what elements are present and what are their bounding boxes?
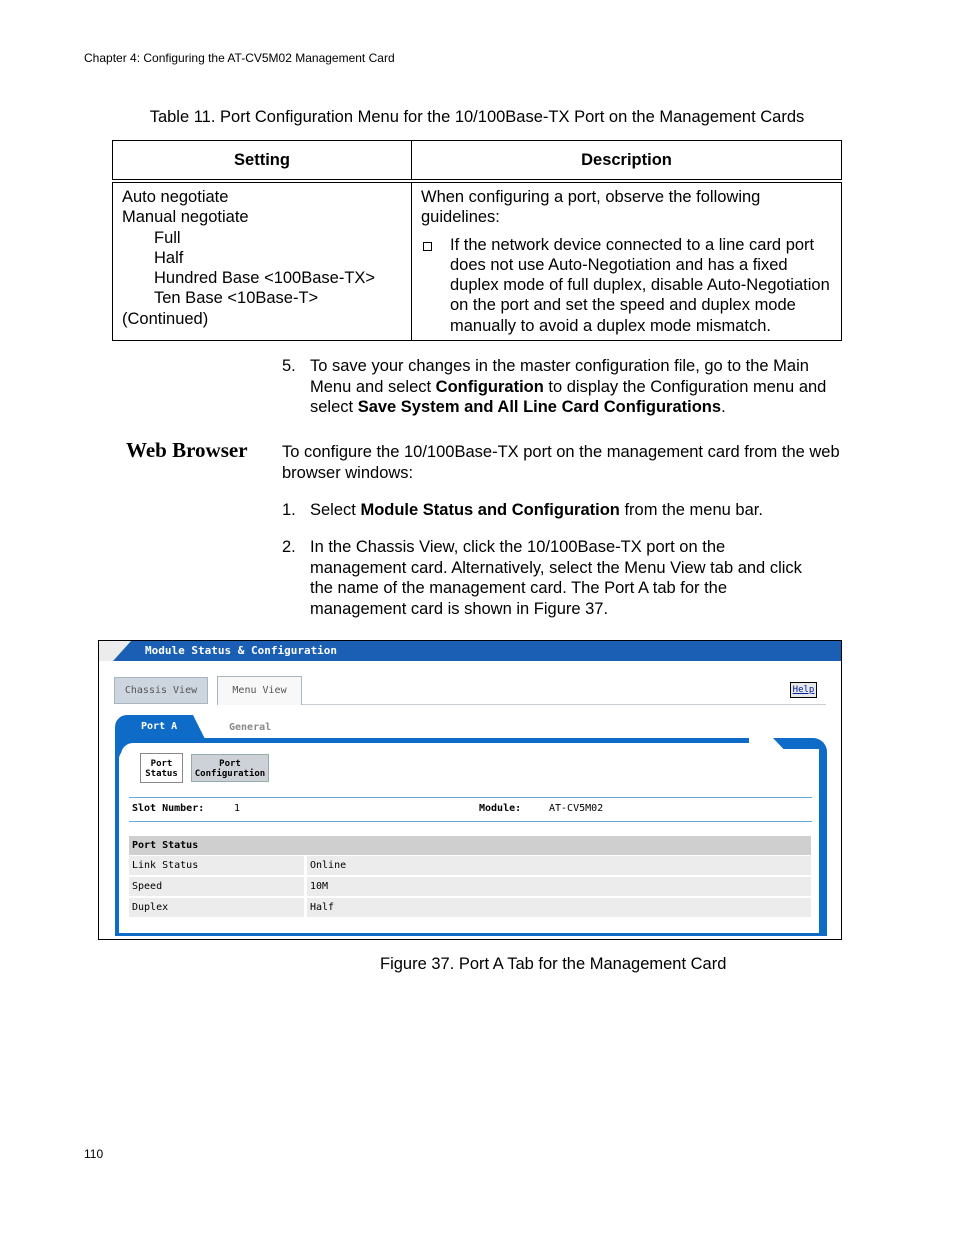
step-text: In the Chassis View, click the 10/100Base-TX port on the management card. Alternatively, select the Menu View tab and click the name of the management card. The Port A tab for the management card is shown in Figure 37. bbox=[310, 538, 802, 618]
section-heading: Web Browser bbox=[126, 438, 248, 462]
slot-label: Slot Number: bbox=[132, 803, 205, 814]
port-status-label-1: Port bbox=[150, 759, 173, 769]
description-bullet bbox=[421, 235, 832, 336]
module-value: AT-CV5M02 bbox=[549, 803, 604, 814]
banner-title: Module Status & Configuration bbox=[145, 644, 338, 657]
duplex-value: Half bbox=[307, 898, 811, 917]
settings-cell bbox=[113, 181, 412, 341]
duplex-label: Duplex bbox=[129, 898, 304, 917]
port-a-tab-label[interactable]: Port A bbox=[141, 721, 178, 732]
description-cell bbox=[412, 181, 842, 341]
module-label: Module: bbox=[479, 803, 522, 814]
step-5 bbox=[282, 356, 842, 418]
step-text: To save your changes in the master configuration file, go to the Main Menu and select Configuration to display the Configuration menu and select Save System and All Line Card Configurations. bbox=[310, 357, 827, 416]
setting-item: Ten Base <10Base-T> bbox=[154, 289, 319, 308]
step-number: 2. bbox=[282, 538, 296, 556]
figure-caption: Figure 37. Port A Tab for the Management Card bbox=[380, 955, 727, 973]
table-header-setting: Setting bbox=[113, 141, 412, 182]
table-header-description: Description bbox=[412, 141, 842, 182]
setting-item: Manual negotiate bbox=[122, 208, 249, 227]
speed-value: 10M bbox=[307, 877, 811, 896]
link-status-value: Online bbox=[307, 856, 811, 875]
table-caption: Table 11. Port Configuration Menu for the 10/100Base-TX Port on the Management Cards bbox=[149, 108, 805, 126]
port-status-label-2: Status bbox=[145, 769, 178, 779]
port-status-button[interactable] bbox=[140, 753, 183, 783]
port-status-heading: Port Status bbox=[129, 836, 811, 855]
info-divider-top bbox=[129, 797, 812, 798]
slot-value: 1 bbox=[234, 803, 241, 814]
port-config-table bbox=[112, 140, 842, 341]
tab-divider bbox=[302, 704, 826, 705]
step-number: 1. bbox=[282, 501, 296, 519]
setting-item: (Continued) bbox=[122, 309, 209, 328]
step-1 bbox=[282, 500, 842, 521]
port-config-label-1: Port bbox=[219, 759, 241, 769]
general-tab[interactable]: General bbox=[229, 722, 272, 733]
web-browser-intro: To configure the 10/100Base-TX port on the management card from the web browser windows: bbox=[282, 443, 840, 482]
setting-item: Half bbox=[154, 248, 184, 267]
setting-item: Auto negotiate bbox=[122, 188, 229, 206]
menu-view-tab[interactable]: Menu View bbox=[217, 676, 302, 705]
step-number: 5. bbox=[282, 357, 296, 375]
checkbox-bullet-icon bbox=[423, 242, 432, 251]
chassis-view-tab[interactable]: Chassis View bbox=[114, 677, 208, 704]
info-divider-bottom bbox=[129, 821, 812, 822]
port-configuration-button[interactable] bbox=[191, 754, 269, 782]
setting-item: Full bbox=[154, 228, 181, 247]
page-number: 110 bbox=[84, 1147, 104, 1161]
step-text: Select Module Status and Configuration from the menu bar. bbox=[310, 501, 763, 519]
speed-label: Speed bbox=[129, 877, 304, 896]
link-status-label: Link Status bbox=[129, 856, 304, 875]
step-2 bbox=[282, 537, 822, 619]
figure-screenshot bbox=[98, 640, 842, 940]
setting-item: Hundred Base <100Base-TX> bbox=[154, 269, 376, 288]
help-button[interactable]: Help bbox=[790, 682, 817, 698]
running-header: Chapter 4: Configuring the AT-CV5M02 Management Card bbox=[84, 51, 395, 65]
port-config-label-2: Configuration bbox=[194, 769, 266, 779]
bullet-text: If the network device connected to a line card port does not use Auto-Negotiation and has a fixed duplex mode of full duplex, disable Auto-Negotiation on the port and set the speed and duplex mode manually to avoid a duplex mode mismatch. bbox=[450, 235, 830, 335]
description-intro: When configuring a port, observe the following guidelines: bbox=[421, 188, 761, 227]
